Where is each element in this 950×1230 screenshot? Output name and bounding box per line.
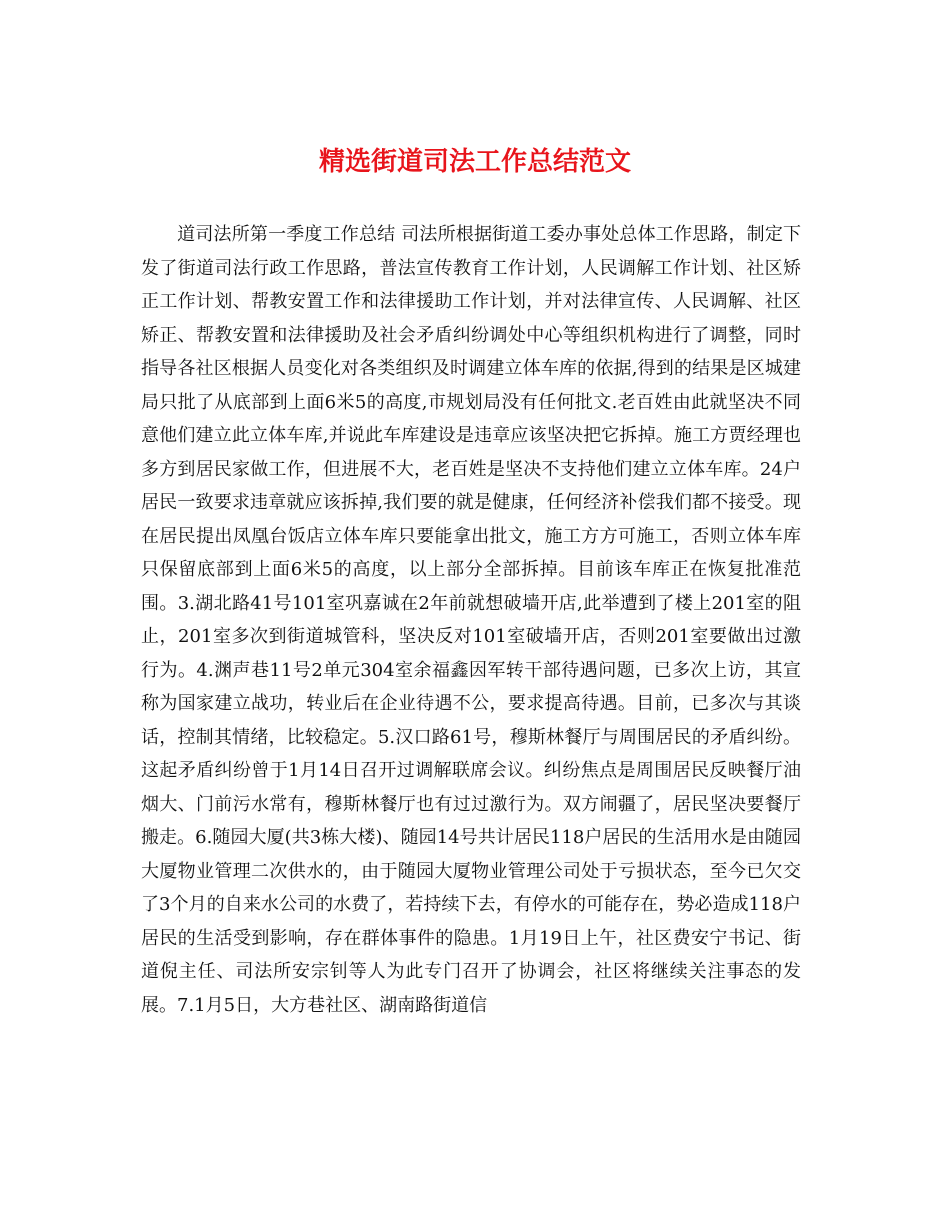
body-text: 道司法所第一季度工作总结 司法所根据街道工委办事处总体工作思路，制定下发了街道司法行政工作思路，普法宣传教育工作计划，人民调解工作计划、社区矫正工作计划、帮教安置工作和法律援助工作计划，并对法律宣传、人民调解、社区矫正、帮教安置和法律援助及社会矛盾纠纷调处中心等组织机构进行了调整，同时指导各社区根据人员变化对各类组织及时调建立体车库的依据,得到的结果是区城建局只批了从底部到上面6米5的高度,市规划局没有任何批文.老百姓由此就坚决不同意他们建立此立体车库,并说此车库建设是违章应该坚决把它拆掉。施工方贾经理也多方到居民家做工作，但进展不大，老百姓是坚决不支持他们建立立体车库。24户居民一致要求违章就应该拆掉,我们要的就是健康，任何经济补偿我们都不接受。现在居民提出凤凰台饭店立体车库只要能拿出批文，施工方方可施工，否则立体车库只保留底部到上面6米5的高度，以上部分全部拆掉。目前该车库正在恢复批准范围。3.湖北路41号101室巩嘉诚在2年前就想破墙开店,此举遭到了楼上201室的阻止，201室多次到街道城管科，坚决反对101室破墙开店，否则201室要做出过激行为。4.渊声巷11号2单元304室余福鑫因军转干部待遇问题，已多次上访，其宣称为国家建立战功，转业后在企业待遇不公，要求提高待遇。目前，已多次与其谈话，控制其情绪，比较稳定。5.汉口路61号，穆斯林餐厅与周围居民的矛盾纠纷。这起矛盾纠纷曾于1月14日召开过调解联席会议。纠纷焦点是周围居民反映餐厅油烟大、门前污水常有，穆斯林餐厅也有过过激行为。双方闹疆了，居民坚决要餐厅搬走。6.随园大厦(共3栋大楼)、随园14号共计居民118户居民的生活用水是由随园大厦物业管理二次供水的，由于随园大厦物业管理公司处于亏损状态，至今已欠交了3个月的自来水公司的水费了，若持续下去，有停水的可能存在，势必造成118户居民的生活受到影响，存在群体事件的隐患。1月19日上午，社区费安宁书记、街道倪主任、司法所安宗钊等人为此专门召开了协调会，社区将继续关注事态的发展。7.1月5日，大方巷社区、湖南路街道信	[141, 224, 801, 1016]
document-title: 精选街道司法工作总结范文	[318, 147, 631, 177]
document-body	[141, 218, 801, 1022]
